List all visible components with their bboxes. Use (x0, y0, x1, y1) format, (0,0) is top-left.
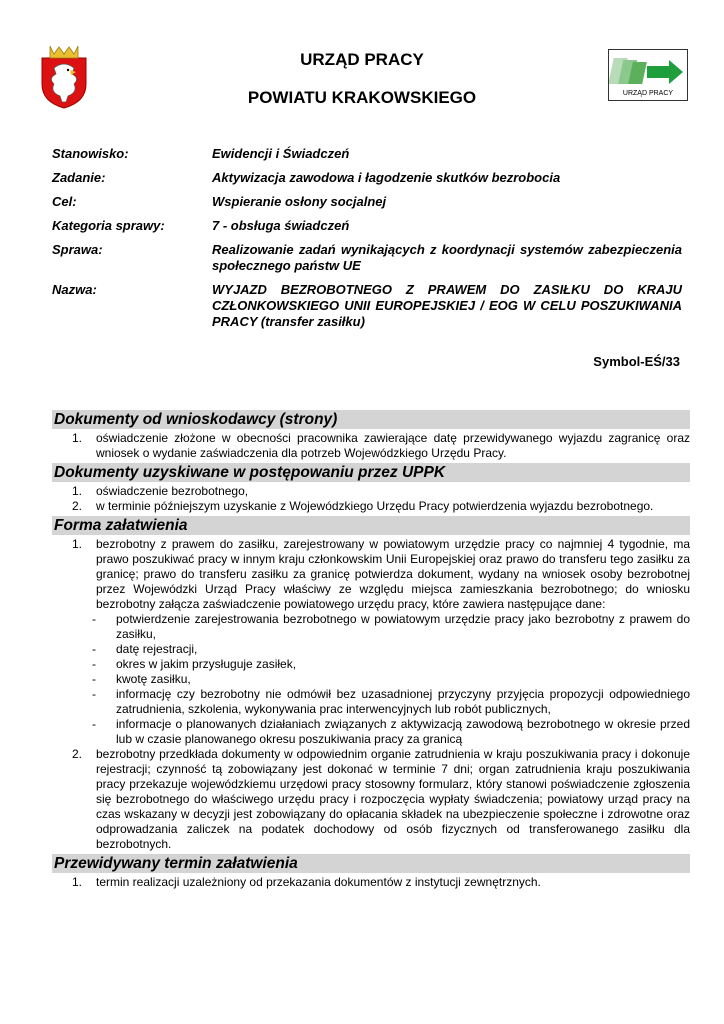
meta-row-kategoria (52, 218, 682, 234)
list-item (52, 747, 690, 852)
list-number: 1. (72, 537, 83, 551)
dash-item (92, 687, 690, 717)
list-number: 2. (72, 499, 83, 513)
list-item (52, 431, 690, 461)
list-item-text: bezrobotny przedkłada dokumenty w odpowiednim organie zatrudnienia w kraju poszukiwania pracy i dokonuje rejestracji; czynność tą zobowiązany jest dokonać w terminie 7 dni; organ zatrudnienia kraju poszukiwania pracy przekazuje wojewódzkiemu urzędowi pracy stosowny formularz, który stanowi poświadczenie zgłoszenia się bezrobotnego do właściwego urzędu pracy i rozpoczęcia wypłaty świadczenia; powiatowy urząd pracy na czas wskazany w decyzji jest zobowiązany do opłacania składek na ubezpieczenie społeczne i zdrowotne oraz odprowadzania zaliczek na podatek dochodowy od osób fizycznych od transferowanego zasiłku dla bezrobotnych. (96, 747, 690, 851)
form-list (52, 537, 690, 852)
dash-marker: - (92, 672, 96, 686)
meta-value: Realizowanie zadań wynikających z koordynacji systemów zabezpieczenia społecznego państw UE (212, 242, 682, 273)
office-logo-text: URZĄD PRACY (622, 90, 674, 97)
section-heading-docs-applicant: Dokumenty od wnioskodawcy (strony) (52, 410, 690, 429)
dash-item (92, 612, 690, 642)
dash-item-text: okres w jakim przysługuje zasiłek, (116, 657, 297, 671)
section-heading-docs-office: Dokumenty uzyskiwane w postępowaniu przez UPPK (52, 463, 690, 482)
list-number: 1. (72, 875, 83, 889)
section-heading-form: Forma załatwienia (52, 516, 690, 535)
deadline-list (52, 875, 690, 890)
meta-label: Stanowisko: (52, 146, 129, 161)
meta-value: Wspieranie osłony socjalnej (212, 194, 387, 209)
list-item-text: bezrobotny z prawem do zasiłku, zarejestrowany w powiatowym urzędzie pracy co najmniej 4 tygodnie, ma prawo poszukiwać pracy w innym kraju członkowskim Unii Europejskiej oraz prawo do transferu tego zasiłku za granicę; prawo do transferu zasiłku za granicę potwierdza dokument, wydany na wniosek osoby bezrobotnej przez Wojewódzki Urząd Pracy właściwy ze względu miejsca zamieszkania bezrobotnego; do wniosku bezrobotny załącza zaświadczenie powiatowego urzędu pracy, które zawiera następujące dane: (96, 537, 690, 611)
meta-label: Cel: (52, 194, 77, 209)
dash-marker: - (92, 642, 96, 656)
docs-office-list (52, 484, 690, 514)
meta-value: 7 - obsługa świadczeń (212, 218, 350, 233)
list-item-text: oświadczenie złożone w obecności pracownika zawierające datę przewidywanego wyjazdu zagranicę oraz wniosek o wydanie zaświadczenia dla potrzeb Wojewódzkiego Urzędu Pracy. (96, 431, 690, 460)
meta-value: Aktywizacja zawodowa i łagodzenie skutków bezrobocia (212, 170, 561, 185)
list-item-text: w terminie późniejszym uzyskanie z Wojewódzkiego Urzędu Pracy potwierdzenia wyjazdu bezrobotnego. (96, 499, 654, 513)
dash-item-text: potwierdzenie zarejestrowania bezrobotnego w powiatowym urzędzie pracy jako bezrobotny z prawem do zasiłku, (116, 612, 690, 641)
dash-item-text: kwotę zasiłku, (116, 672, 191, 686)
meta-row-zadanie (52, 170, 682, 186)
meta-label: Sprawa: (52, 242, 103, 257)
dash-list (92, 612, 690, 747)
dash-item-text: informacje o planowanych działaniach związanych z aktywizacją zawodową bezrobotnego w okresie przed lub w czasie planowanego okresu poszukiwania pracy za granicą (116, 717, 690, 746)
list-item-text: oświadczenie bezrobotnego, (96, 484, 249, 498)
page-title-line2: POWIATU KRAKOWSKIEGO (247, 88, 477, 107)
case-metadata (52, 146, 682, 338)
list-item (52, 499, 690, 514)
dash-marker: - (92, 717, 96, 731)
section-heading-deadline: Przewidywany termin załatwienia (52, 854, 690, 873)
dash-item-text: datę rejestracji, (116, 642, 198, 656)
meta-row-cel (52, 194, 682, 210)
dash-marker: - (92, 612, 96, 626)
dash-item (92, 657, 690, 672)
meta-label: Kategoria sprawy: (52, 218, 165, 233)
meta-label: Zadanie: (52, 170, 106, 185)
dash-item (92, 642, 690, 657)
office-logo (608, 49, 688, 101)
meta-value: WYJAZD BEZROBOTNEGO Z PRAWEM DO ZASIŁKU DO KRAJU CZŁONKOWSKIEGO UNII EUROPEJSKIEJ / EOG W CELU POSZUKIWANIA PRACY (transfer zasiłku) (212, 282, 682, 329)
dash-marker: - (92, 687, 96, 701)
list-item-text: termin realizacji uzależniony od przekazania dokumentów z instytucji zewnętrznych. (96, 875, 541, 889)
list-number: 1. (72, 484, 83, 498)
meta-row-sprawa (52, 242, 682, 274)
dash-marker: - (92, 657, 96, 671)
dash-item-text: informację czy bezrobotny nie odmówił bez uzasadnionej przyczyny przyjęcia propozycji odpowiedniego zatrudnienia, szkolenia, wykonywania prac interwencyjnych lub robót publicznych, (116, 687, 690, 716)
meta-row-nazwa (52, 282, 682, 330)
meta-value: Ewidencji i Świadczeń (212, 146, 350, 161)
document-symbol: Symbol-EŚ/33 (593, 354, 680, 369)
meta-label: Nazwa: (52, 282, 97, 297)
docs-applicant-list (52, 431, 690, 461)
dash-item (92, 717, 690, 747)
list-number: 2. (72, 747, 83, 761)
list-item (52, 537, 690, 747)
page-title-line1: URZĄD PRACY (300, 50, 424, 69)
meta-row-stanowisko (52, 146, 682, 162)
list-item (52, 875, 690, 890)
list-item (52, 484, 690, 499)
dash-item (92, 672, 690, 687)
document-body (52, 408, 690, 892)
list-number: 1. (72, 431, 83, 445)
